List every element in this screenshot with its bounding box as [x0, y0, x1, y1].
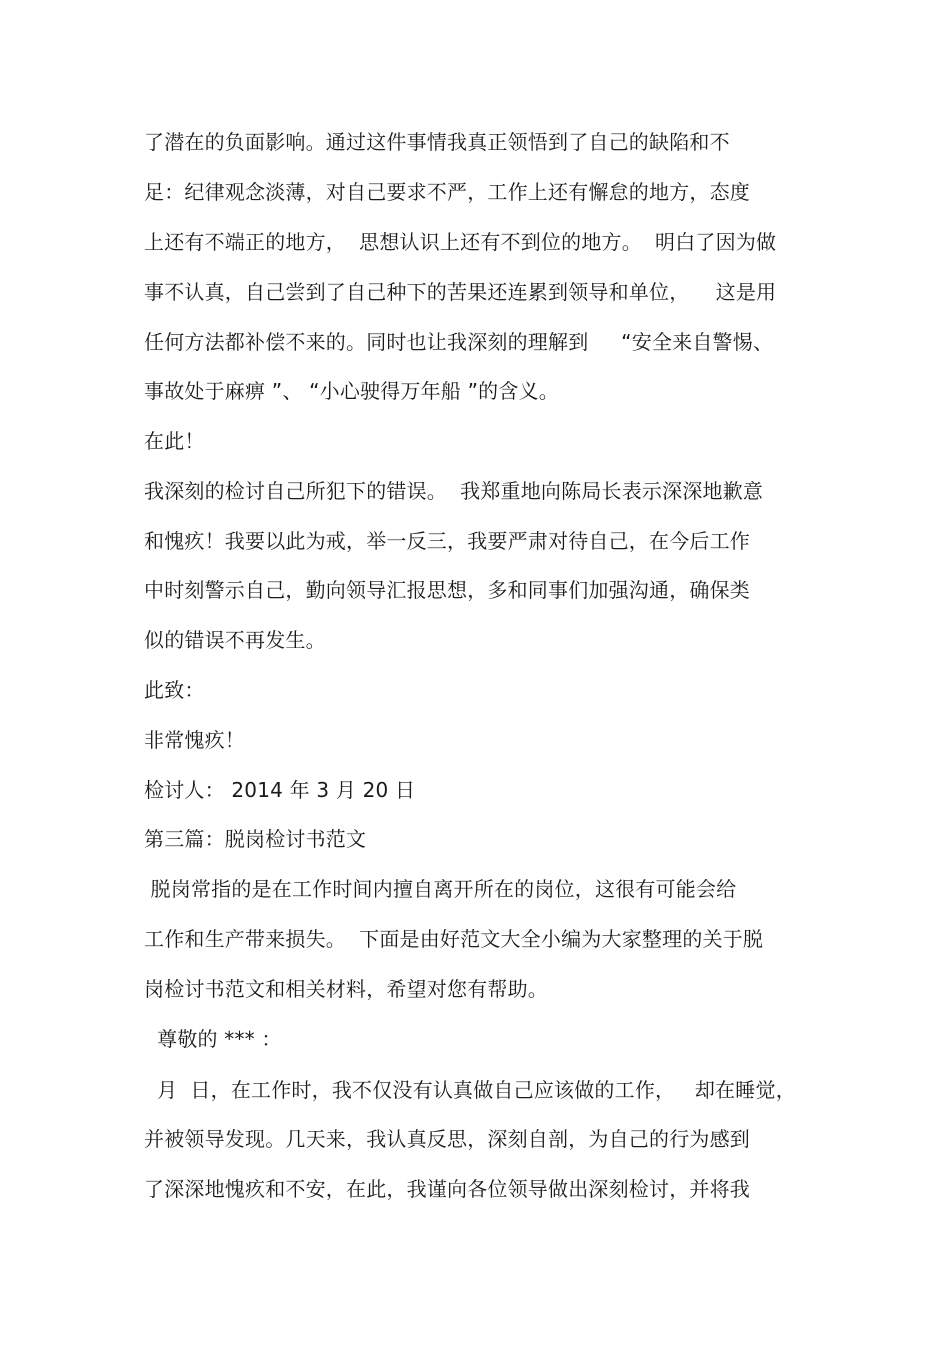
paragraph-line: 脱岗常指的是在工作时间内擅自离开所在的岗位，这很有可能会给 [144, 877, 737, 901]
paragraph-line: 和愧疚！我要以此为戒，举一反三，我要严肃对待自己，在今后工作 [144, 529, 750, 553]
paragraph-line: 任何方法都补偿不来的。同时也让我深刻的理解到 “安全来自警惕、 [144, 330, 774, 354]
paragraph-line: 中时刻警示自己，勤向领导汇报思想，多和同事们加强沟通，确保类 [144, 578, 750, 602]
closing-line: 非常愧疚！ [144, 728, 245, 752]
paragraph-line: 足：纪律观念淡薄，对自己要求不严，工作上还有懈怠的地方，态度 [144, 180, 750, 204]
paragraph-line: 事不认真，自己尝到了自己种下的苦果还连累到领导和单位， 这是用 [144, 280, 777, 304]
paragraph-line: 了潜在的负面影响。通过这件事情我真正领悟到了自己的缺陷和不 [144, 130, 730, 154]
paragraph-line: 了深深地愧疚和不安，在此，我谨向各位领导做出深刻检讨，并将我 [144, 1177, 750, 1201]
paragraph-line: 在此！ [144, 429, 205, 453]
paragraph-line: 上还有不端正的地方， 思想认识上还有不到位的地方。 明白了因为做 [144, 230, 777, 254]
paragraph-line: 工作和生产带来损失。 下面是由好范文大全小编为大家整理的关于脱 [144, 927, 764, 951]
paragraph-line: 并被领导发现。几天来，我认真反思，深刻自剖，为自己的行为感到 [144, 1127, 750, 1151]
salutation-line: 尊敬的 *** ： [144, 1027, 282, 1051]
paragraph-line: 事故处于麻痹 ”、 “小心驶得万年船 ”的含义。 [144, 379, 559, 403]
paragraph-line: 月 日，在工作时，我不仅没有认真做自己应该做的工作， 却在睡觉， [144, 1078, 796, 1102]
closing-line: 此致： [144, 678, 205, 702]
paragraph-line: 似的错误不再发生。 [144, 628, 326, 652]
signature-date-line: 检讨人： 2014 年 3 月 20 日 [144, 778, 416, 802]
paragraph-line: 我深刻的检讨自己所犯下的错误。 我郑重地向陈局长表示深深地歉意 [144, 479, 764, 503]
paragraph-line: 岗检讨书范文和相关材料，希望对您有帮助。 [144, 977, 548, 1001]
section-heading: 第三篇：脱岗检讨书范文 [144, 827, 367, 851]
